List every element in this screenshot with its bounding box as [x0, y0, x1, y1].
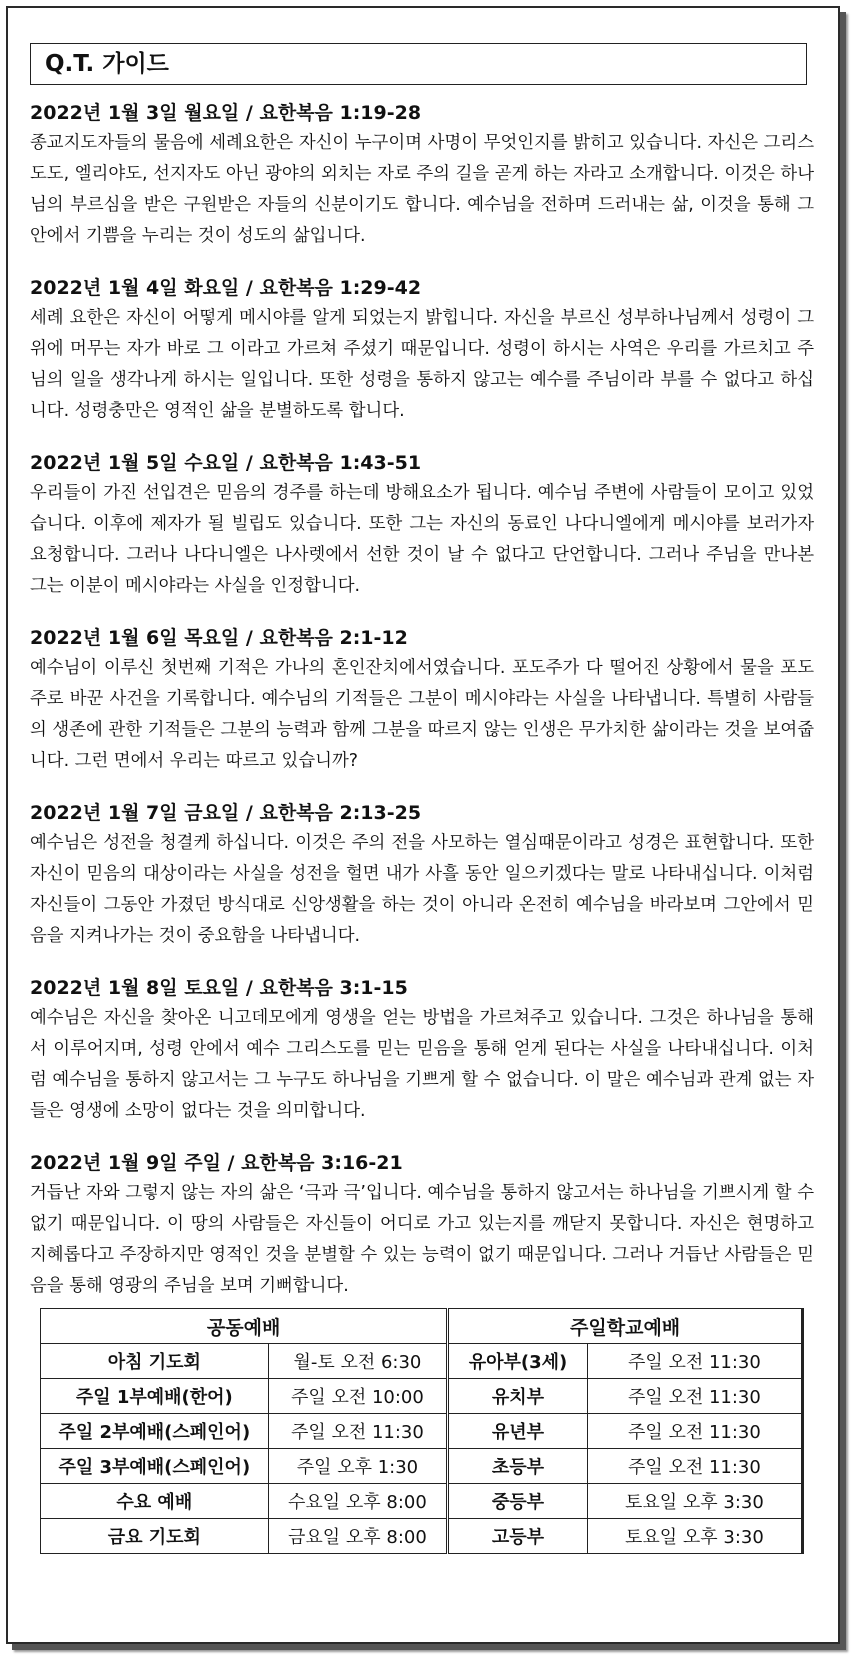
- department-time: 주일 오전 11:30: [587, 1449, 802, 1484]
- entry-body: 세례 요한은 자신이 어떻게 메시야를 알게 되었는지 밝힙니다. 자신을 부르신 성부하나님께서 성령이 그 위에 머무는 자가 바로 그 이라고 가르쳐 주셨기 때문입니다. 성령이 하시는 사역은 우리를 가르치고 주님의 일을 생각나게 하시는 일입니다. 또한 성령을 통하지 않고는 예수를 주님이라 부를 수 없다고 하십니다. 성령충만은 영적인 삶을 분별하도록 합니다.: [30, 308, 814, 421]
- qt-entry: [30, 800, 820, 952]
- department-time: 토요일 오후 3:30: [587, 1484, 802, 1519]
- service-time: 주일 오후 1:30: [268, 1449, 448, 1484]
- entry-heading: 2022년 1월 4일 화요일 / 요한복음 1:29-42: [30, 277, 422, 299]
- department-name: 유아부(3세): [448, 1344, 588, 1379]
- service-time: 주일 오전 10:00: [268, 1379, 448, 1414]
- qt-entry: [30, 275, 820, 427]
- schedule-row: [41, 1519, 803, 1554]
- sunday-school-header: 주일학교예배: [448, 1309, 803, 1344]
- department-name: 중등부: [448, 1484, 588, 1519]
- service-time: 주일 오전 11:30: [268, 1414, 448, 1449]
- entry-body: 예수님은 자신을 찾아온 니고데모에게 영생을 얻는 방법을 가르쳐주고 있습니다. 그것은 하나님을 통해서 이루어지며, 성령 안에서 예수 그리스도를 믿는 믿음을 통해 얻게 된다는 사실을 나타내십니다. 이처럼 예수님을 통하지 않고서는 그 누구도 하나님을 기쁘게 할 수 없습니다. 이 말은 예수님과 관계 없는 자들은 영생에 소망이 없다는 것을 의미합니다.: [30, 1008, 814, 1121]
- service-time: 금요일 오후 8:00: [268, 1519, 448, 1554]
- service-name: 아침 기도회: [41, 1344, 269, 1379]
- entry-heading: 2022년 1월 3일 월요일 / 요한복음 1:19-28: [30, 102, 422, 124]
- entry-body: 예수님이 이루신 첫번째 기적은 가나의 혼인잔치에서였습니다. 포도주가 다 떨어진 상황에서 물을 포도주로 바꾼 사건을 기록합니다. 예수님의 기적들은 그분이 메시야라는 사실을 나타냅니다. 특별히 사람들의 생존에 관한 기적들은 그분의 능력과 함께 그분을 따르지 않는 인생은 무가치한 삶이라는 것을 보여줍니다. 그런 면에서 우리는 따르고 있습니까?: [30, 658, 814, 771]
- department-name: 초등부: [448, 1449, 588, 1484]
- schedule-header-row: [41, 1309, 803, 1344]
- department-name: 고등부: [448, 1519, 588, 1554]
- schedule-row: [41, 1344, 803, 1379]
- schedule-row: [41, 1484, 803, 1519]
- schedule-row: [41, 1379, 803, 1414]
- department-time: 주일 오전 11:30: [587, 1379, 802, 1414]
- qt-entry: [30, 100, 820, 252]
- entry-body: 우리들이 가진 선입견은 믿음의 경주를 하는데 방해요소가 됩니다. 예수님 주변에 사람들이 모이고 있었습니다. 이후에 제자가 될 빌립도 있습니다. 또한 그는 자신의 동료인 나다니엘에게 메시야를 보러가자 요청합니다. 그러나 나다니엘은 나사렛에서 선한 것이 날 수 없다고 단언합니다. 그러나 주님을 만나본 그는 이분이 메시야라는 사실을 인정합니다.: [30, 483, 814, 596]
- page-title: Q.T. 가이드: [30, 43, 807, 85]
- service-name: 주일 3부예배(스페인어): [41, 1449, 269, 1484]
- department-time: 주일 오전 11:30: [587, 1344, 802, 1379]
- entry-heading: 2022년 1월 5일 수요일 / 요한복음 1:43-51: [30, 452, 422, 474]
- worship-schedule-table: [40, 1308, 804, 1554]
- service-name: 금요 기도회: [41, 1519, 269, 1554]
- service-name: 수요 예배: [41, 1484, 269, 1519]
- entry-body: 예수님은 성전을 청결케 하십니다. 이것은 주의 전을 사모하는 열심때문이라고 성경은 표현합니다. 또한 자신이 믿음의 대상이라는 사실을 성전을 헐면 내가 사흘 동안 일으키겠다는 말로 나타내십니다. 이처럼 자신들이 그동안 가졌던 방식대로 신앙생활을 하는 것이 아니라 온전히 예수님을 바라보며 그안에서 믿음을 지켜나가는 것이 중요함을 나타냅니다.: [30, 833, 814, 946]
- qt-entry: [30, 625, 820, 777]
- qt-entry: [30, 975, 820, 1127]
- service-time: 월-토 오전 6:30: [268, 1344, 448, 1379]
- joint-worship-header: 공동예배: [41, 1309, 448, 1344]
- qt-entry: [30, 1150, 820, 1302]
- department-name: 유년부: [448, 1414, 588, 1449]
- qt-entry: [30, 450, 820, 602]
- department-time: 토요일 오후 3:30: [587, 1519, 802, 1554]
- qt-entries: [30, 100, 820, 1325]
- entry-heading: 2022년 1월 9일 주일 / 요한복음 3:16-21: [30, 1152, 403, 1174]
- service-name: 주일 1부예배(한어): [41, 1379, 269, 1414]
- service-name: 주일 2부예배(스페인어): [41, 1414, 269, 1449]
- entry-heading: 2022년 1월 6일 목요일 / 요한복음 2:1-12: [30, 627, 408, 649]
- department-time: 주일 오전 11:30: [587, 1414, 802, 1449]
- entry-body: 종교지도자들의 물음에 세례요한은 자신이 누구이며 사명이 무엇인지를 밝히고 있습니다. 자신은 그리스도도, 엘리야도, 선지자도 아닌 광야의 외치는 자로 주의 길을 곧게 하는 자라고 소개합니다. 이것은 하나님의 부르심을 받은 구원받은 자들의 신분이기도 합니다. 예수님을 전하며 드러내는 삶, 이것을 통해 그 안에서 기쁨을 누리는 것이 성도의 삶입니다.: [30, 133, 814, 246]
- schedule-row: [41, 1414, 803, 1449]
- entry-heading: 2022년 1월 8일 토요일 / 요한복음 3:1-15: [30, 977, 408, 999]
- entry-heading: 2022년 1월 7일 금요일 / 요한복음 2:13-25: [30, 802, 422, 824]
- schedule-row: [41, 1449, 803, 1484]
- entry-body: 거듭난 자와 그렇지 않는 자의 삶은 ‘극과 극’입니다. 예수님을 통하지 않고서는 하나님을 기쁘시게 할 수 없기 때문입니다. 이 땅의 사람들은 자신들이 어디로 가고 있는지를 깨닫지 못합니다. 자신은 현명하고 지혜롭다고 주장하지만 영적인 것을 분별할 수 있는 능력이 없기 때문입니다. 그러나 거듭난 사람들은 믿음을 통해 영광의 주님을 보며 기뻐합니다.: [30, 1183, 814, 1296]
- department-name: 유치부: [448, 1379, 588, 1414]
- service-time: 수요일 오후 8:00: [268, 1484, 448, 1519]
